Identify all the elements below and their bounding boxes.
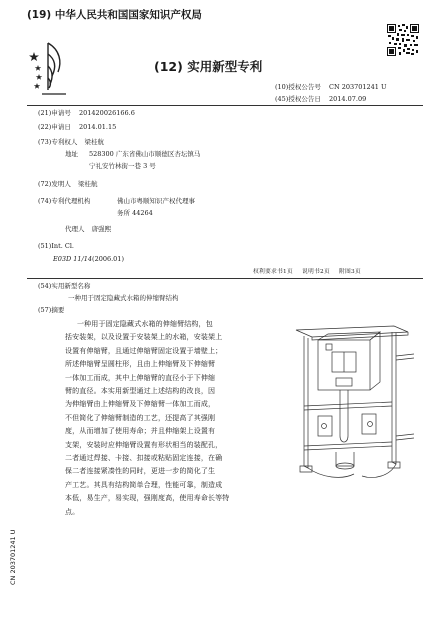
pub-date-code: (45) <box>275 95 289 103</box>
address-label: 地址 <box>65 150 78 158</box>
agent-row <box>65 226 111 234</box>
title-code: (54) <box>38 282 52 290</box>
inventor-row <box>38 181 98 189</box>
claims-divider <box>27 278 423 279</box>
claims-pages: 权利要求书1页 <box>253 269 293 275</box>
patentee-value: 梁桂航 <box>84 138 104 146</box>
inventor-code: (72) <box>38 180 52 188</box>
side-identifier: CN 203701241 U <box>9 529 17 585</box>
doc-type-code: (12) <box>154 59 183 74</box>
abstract-line: 不但简化了伸缩臂制造的工艺，还提高了其强刚 <box>65 413 216 422</box>
abstract-code: (57) <box>38 306 52 314</box>
qr-code-icon <box>387 24 419 56</box>
pub-no-value: CN 203701241 U <box>329 83 387 91</box>
app-no-value: 201420026166.6 <box>79 109 135 117</box>
address-line-2: 宁礼安竹林街一巷 3 号 <box>89 162 156 170</box>
ipc-class-row <box>53 256 124 264</box>
pub-number-row <box>275 84 387 92</box>
ipc-class: E03D 11/14 <box>53 255 93 263</box>
drawing-pages: 附图3页 <box>338 269 361 275</box>
pub-date-value: 2014.07.09 <box>329 95 367 103</box>
patentee-code: (73) <box>38 138 52 146</box>
filing-date-row <box>38 124 116 132</box>
ipc-row <box>38 243 74 251</box>
abstract-line: 保二者连接紧凑性的同时，更进一步的简化了生 <box>65 467 216 476</box>
abstract-drawing <box>282 316 422 496</box>
abstract-line: 产工艺。其具有结构简单合理，性能可靠，制造成 <box>65 480 223 489</box>
doc-type-title <box>154 59 262 74</box>
abstract-line: 所述伸缩臂呈圆柱形，且由上伸缩臂及下伸缩臂 <box>65 360 216 369</box>
office-header <box>27 9 202 22</box>
patentee-row <box>38 139 104 147</box>
inventor-label: 发明人 <box>51 180 71 188</box>
agency-row <box>38 198 90 206</box>
desc-pages: 说明书2页 <box>301 269 330 275</box>
patentee-label: 专利权人 <box>51 138 78 146</box>
abstract-line: 支架，安装时应伸缩臂设置有形状相当的装配孔， <box>65 440 223 449</box>
office-name: 中华人民共和国国家知识产权局 <box>54 9 202 21</box>
pub-no-code: (10) <box>275 83 289 91</box>
abstract-line: 一体加工而成，其中上伸缩臂的直径小于下伸缩 <box>65 373 216 382</box>
abstract-heading <box>38 307 64 315</box>
app-no-row <box>38 110 135 118</box>
filing-date-code: (22) <box>38 123 52 131</box>
abstract-line: 臂的直径。本实用新型通过上述结构的改良，因 <box>65 387 216 396</box>
abstract-line: 括安装架，以及设置于安装架上的水箱，安装架上 <box>65 333 223 342</box>
abstract-line: 为伸缩臂由上伸缩臂及下伸缩臂一体加工而成， <box>65 400 216 409</box>
office-code: (19) <box>27 9 52 21</box>
utility-title: 一种用于固定隐藏式水箱的伸缩臂结构 <box>68 294 179 302</box>
ipc-code: (51) <box>38 242 52 250</box>
inventor-value: 梁桂航 <box>78 180 98 188</box>
abstract-line: 设置有伸缩臂，且通过伸缩臂固定设置于墙壁上； <box>65 346 223 355</box>
abstract-line: 度，从而增加了使用寿命；并且伸缩架上设置有 <box>65 427 216 436</box>
doc-type: 实用新型专利 <box>187 59 263 74</box>
agent-value: 唐强熙 <box>91 225 112 233</box>
side-identifier-wrap <box>9 529 20 595</box>
agency-line-2: 务所 44264 <box>117 209 153 217</box>
agency-label: 专利代理机构 <box>51 197 91 205</box>
agency-code: (74) <box>38 197 52 205</box>
pub-date-label: 授权公告日 <box>288 95 321 103</box>
address-line-1: 528300 广东省佛山市顺德区杏坛镇马 <box>89 150 201 158</box>
title-label: 实用新型名称 <box>51 282 91 290</box>
title-heading <box>38 283 90 291</box>
abstract-line: 点。 <box>65 507 80 516</box>
ipc-version: (2006.01) <box>92 255 124 263</box>
agency-line-1: 佛山市粤顺知识产权代理事 <box>117 197 195 205</box>
abstract-line: 一种用于固定隐藏式水箱的伸缩臂结构，包 <box>77 320 213 328</box>
filing-date-label: 申请日 <box>51 123 71 131</box>
abstract-line: 本低，易生产，易实现，强刚度高，使用寿命长等特 <box>65 494 230 503</box>
abstract-label: 摘要 <box>51 306 65 314</box>
app-no-code: (21) <box>38 109 52 117</box>
page-count-bar <box>253 269 361 276</box>
app-no-label: 申请号 <box>51 109 71 117</box>
abstract-line: 二者通过焊接、卡接、扣接或粘贴固定连接，在确 <box>65 454 223 463</box>
national-emblem-logo <box>28 38 76 98</box>
pub-date-row <box>275 96 366 104</box>
ipc-label: Int. Cl. <box>51 242 74 250</box>
abstract-text <box>65 318 275 519</box>
pub-no-label: 授权公告号 <box>288 83 321 91</box>
agent-label: 代理人 <box>65 225 85 233</box>
filing-date-value: 2014.01.15 <box>79 123 117 131</box>
header-divider <box>27 105 423 106</box>
